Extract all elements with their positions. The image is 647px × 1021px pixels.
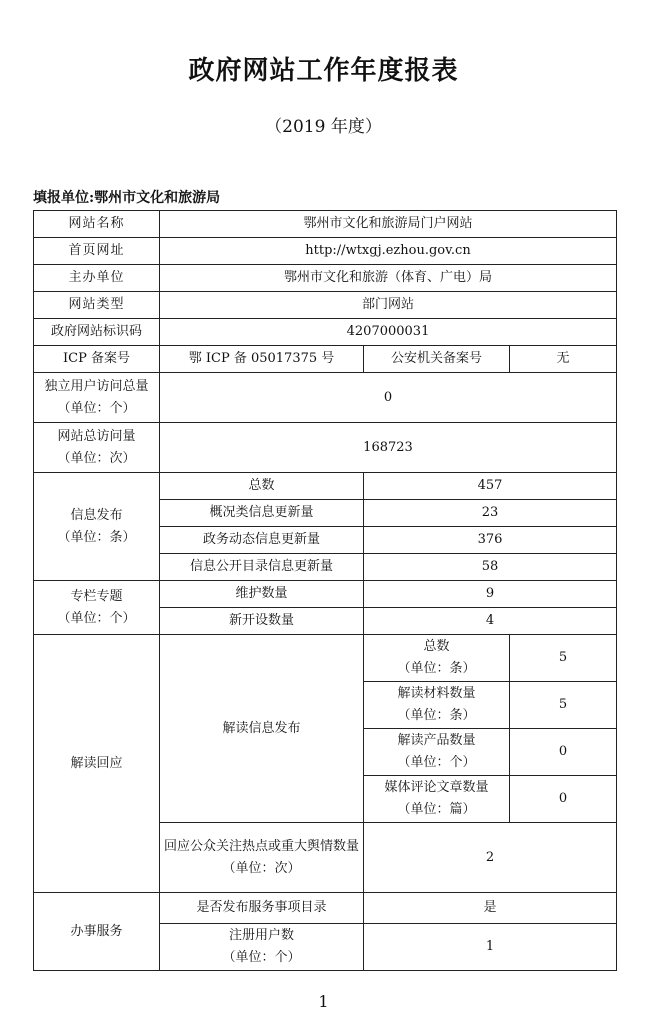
value-info-total: 457 [364,473,617,500]
label-interp-total-line2: （单位：条） [397,661,476,676]
label-interp-media [364,776,510,823]
row-interp-total [34,635,617,682]
label-column-new: 新开设数量 [160,608,364,635]
label-site-code: 政府网站标识码 [34,319,160,346]
value-info-catalog: 58 [364,554,617,581]
label-interp: 解读回应 [34,635,160,893]
label-service: 办事服务 [34,893,160,971]
label-interp-product-line1: 解读产品数量 [397,733,476,748]
value-uv: 0 [160,373,617,423]
label-service-users-line2: （单位：个） [222,950,301,965]
report-year: （2019 年度） [265,117,382,137]
label-pv [34,423,160,473]
label-interp-material-line2: （单位：条） [397,708,476,723]
report-title: 政府网站工作年度报表 [188,56,459,86]
label-site-type: 网站类型 [34,292,160,319]
label-info [34,473,160,581]
value-interp-product: 0 [510,729,617,776]
value-police: 无 [510,346,617,373]
label-interp-material [364,682,510,729]
label-pv-line1: 网站总访问量 [57,428,136,444]
value-column-new: 4 [364,608,617,635]
value-interp-media: 0 [510,776,617,823]
value-column-maintain: 9 [364,581,617,608]
label-interp-total [364,635,510,682]
value-info-overview: 23 [364,500,617,527]
label-interp-release: 解读信息发布 [160,635,364,823]
label-organizer: 主办单位 [34,265,160,292]
label-interp-material-line1: 解读材料数量 [397,686,476,701]
value-site-type: 部门网站 [160,292,617,319]
label-column-maintain: 维护数量 [160,581,364,608]
report-table [33,210,617,971]
label-homepage: 首页网址 [34,238,160,265]
label-interp-product-line2: （单位：个） [397,755,476,770]
row-site-code [34,319,617,346]
row-uv [34,373,617,423]
label-pv-line2: （单位：次） [57,450,136,466]
row-column-maintain [34,581,617,608]
label-interp-product [364,729,510,776]
label-info-line2: （单位：条） [57,529,136,545]
label-info-affairs: 政务动态信息更新量 [160,527,364,554]
label-info-overview: 概况类信息更新量 [160,500,364,527]
label-column-line1: 专栏专题 [70,588,123,604]
label-service-users-line1: 注册用户数 [228,928,294,943]
label-service-catalog: 是否发布服务事项目录 [160,893,364,924]
value-homepage: http://wtxgj.ezhou.gov.cn [160,238,617,265]
value-hotspot: 2 [364,823,617,893]
value-info-affairs: 376 [364,527,617,554]
row-homepage [34,238,617,265]
value-icp: 鄂 ICP 备 05017375 号 [160,346,364,373]
row-organizer [34,265,617,292]
value-interp-total: 5 [510,635,617,682]
row-icp [34,346,617,373]
row-service-catalog [34,893,617,924]
row-site-name [34,211,617,238]
label-icp: ICP 备案号 [34,346,160,373]
label-interp-total-line1: 总数 [423,639,450,654]
label-site-name: 网站名称 [34,211,160,238]
label-interp-media-line2: （单位：篇） [397,802,476,817]
page-number: 1 [318,992,329,1011]
row-info-total [34,473,617,500]
label-info-catalog: 信息公开目录信息更新量 [160,554,364,581]
label-police: 公安机关备案号 [364,346,510,373]
row-site-type [34,292,617,319]
value-pv: 168723 [160,423,617,473]
label-info-total: 总数 [160,473,364,500]
label-info-line1: 信息发布 [70,507,123,523]
label-column-line2: （单位：个） [57,610,136,626]
reporting-unit: 填报单位:鄂州市文化和旅游局 [33,190,221,206]
label-hotspot: 回应公众关注热点或重大舆情数量（单位：次） [160,823,364,893]
value-service-catalog: 是 [364,893,617,924]
value-service-users: 1 [364,924,617,971]
row-pv [34,423,617,473]
label-interp-media-line1: 媒体评论文章数量 [384,780,489,795]
label-uv: 独立用户访问总量（单位：个） [34,373,160,423]
value-site-name: 鄂州市文化和旅游局门户网站 [160,211,617,238]
label-service-users [160,924,364,971]
value-site-code: 4207000031 [160,319,617,346]
label-column [34,581,160,635]
value-interp-material: 5 [510,682,617,729]
value-organizer: 鄂州市文化和旅游（体育、广电）局 [160,265,617,292]
